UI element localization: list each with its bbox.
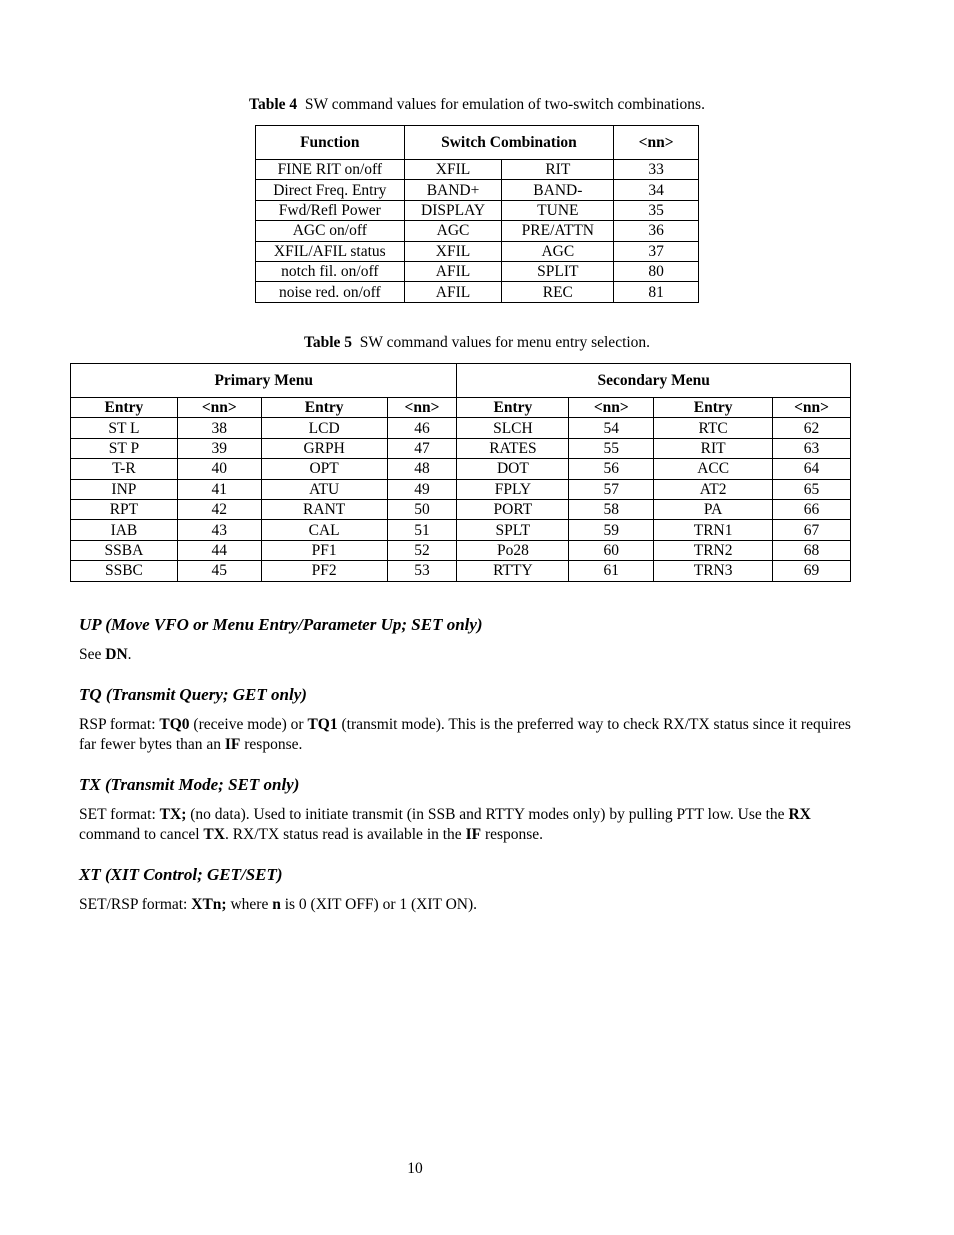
table-cell: 36 xyxy=(614,221,699,241)
table4-header-switch: Switch Combination xyxy=(404,126,614,160)
bold-text: TX xyxy=(203,826,225,843)
text: . xyxy=(127,646,132,663)
table-cell: REC xyxy=(502,282,614,302)
bold-text: RX xyxy=(788,806,811,823)
table5 xyxy=(70,363,851,582)
table-cell: 62 xyxy=(773,418,851,438)
table4-header-nn: <nn> xyxy=(614,126,699,160)
table-cell: 57 xyxy=(569,479,654,499)
table5-body xyxy=(71,418,851,581)
table-cell: 35 xyxy=(614,200,699,220)
table-cell: 56 xyxy=(569,459,654,479)
table-cell: 81 xyxy=(614,282,699,302)
section-tx xyxy=(79,775,869,845)
table-cell: RIT xyxy=(502,160,614,180)
table-cell: RTC xyxy=(654,418,773,438)
text: (transmit mode). This is the preferred way to check RX/TX status since it requires far fewer bytes than an xyxy=(79,716,851,753)
table-cell: 38 xyxy=(177,418,261,438)
table5-caption-text: SW command values for menu entry selection. xyxy=(359,334,651,351)
table-cell: 44 xyxy=(177,540,261,560)
table-row xyxy=(71,459,851,479)
table-cell: INP xyxy=(71,479,178,499)
table-cell: DOT xyxy=(457,459,569,479)
section-tx-heading: TX (Transmit Mode; SET only) xyxy=(79,775,300,794)
table-cell: SPLT xyxy=(457,520,569,540)
text: SET/RSP format: xyxy=(79,896,192,913)
bold-text: IF xyxy=(224,736,241,753)
bold-text: TQ0 xyxy=(159,716,190,733)
table5-column-header: Entry xyxy=(654,398,773,418)
table-row xyxy=(256,282,699,302)
table5-caption-label: Table 5 xyxy=(303,334,353,351)
table-cell: 43 xyxy=(177,520,261,540)
table-cell: AGC xyxy=(502,241,614,261)
section-up-heading: UP (Move VFO or Menu Entry/Parameter Up; SET only) xyxy=(79,615,483,634)
section-xt xyxy=(79,865,869,915)
page-number: 10 xyxy=(407,1160,423,1177)
table-cell: PORT xyxy=(457,499,569,519)
table-cell: AGC on/off xyxy=(256,221,405,241)
table5-column-header: <nn> xyxy=(387,398,457,418)
section-tq-body xyxy=(79,715,869,755)
table-cell: Direct Freq. Entry xyxy=(256,180,405,200)
table-cell: 65 xyxy=(773,479,851,499)
table-cell: Po28 xyxy=(457,540,569,560)
table-cell: ATU xyxy=(261,479,387,499)
table-cell: OPT xyxy=(261,459,387,479)
table-cell: 60 xyxy=(569,540,654,560)
table-cell: Fwd/Refl Power xyxy=(256,200,405,220)
table-cell: 37 xyxy=(614,241,699,261)
table-cell: AT2 xyxy=(654,479,773,499)
table-cell: RATES xyxy=(457,438,569,458)
table-row xyxy=(71,520,851,540)
table-cell: 52 xyxy=(387,540,457,560)
text: RSP format: xyxy=(79,716,160,733)
table-cell: RTTY xyxy=(457,561,569,581)
table-cell: ST L xyxy=(71,418,178,438)
table5-column-headers xyxy=(71,398,851,418)
table-cell: XFIL xyxy=(404,160,502,180)
table-row xyxy=(71,540,851,560)
table-cell: IAB xyxy=(71,520,178,540)
table-cell: BAND- xyxy=(502,180,614,200)
table-cell: 51 xyxy=(387,520,457,540)
table5-column-header: Entry xyxy=(71,398,178,418)
text: (receive mode) or xyxy=(189,716,308,733)
table-cell: TUNE xyxy=(502,200,614,220)
table-cell: XFIL/AFIL status xyxy=(256,241,405,261)
table-cell: 39 xyxy=(177,438,261,458)
table-row xyxy=(256,241,699,261)
text: SET format: xyxy=(79,806,160,823)
table-row xyxy=(256,261,699,281)
table-cell: 46 xyxy=(387,418,457,438)
table-cell: RANT xyxy=(261,499,387,519)
table5-column-header: <nn> xyxy=(773,398,851,418)
table5-column-header: <nn> xyxy=(569,398,654,418)
table-cell: 40 xyxy=(177,459,261,479)
table-cell: 64 xyxy=(773,459,851,479)
table-cell: PA xyxy=(654,499,773,519)
table-cell: 41 xyxy=(177,479,261,499)
table-cell: PF1 xyxy=(261,540,387,560)
table4-caption xyxy=(0,96,954,114)
table-cell: FPLY xyxy=(457,479,569,499)
table-cell: 42 xyxy=(177,499,261,519)
section-tq xyxy=(79,685,869,755)
table-cell: PRE/ATTN xyxy=(502,221,614,241)
section-up xyxy=(79,615,869,665)
table4 xyxy=(255,125,699,303)
table-cell: 45 xyxy=(177,561,261,581)
table-cell: PF2 xyxy=(261,561,387,581)
table-row xyxy=(256,160,699,180)
text: response. xyxy=(481,826,544,843)
table-cell: 49 xyxy=(387,479,457,499)
table-cell: 48 xyxy=(387,459,457,479)
table-row xyxy=(256,200,699,220)
section-xt-body xyxy=(79,895,869,915)
table-cell: 53 xyxy=(387,561,457,581)
table-cell: ST P xyxy=(71,438,178,458)
table-row xyxy=(256,221,699,241)
bold-text: XTn; xyxy=(191,896,227,913)
table-cell: SLCH xyxy=(457,418,569,438)
table-row xyxy=(71,479,851,499)
table-cell: 50 xyxy=(387,499,457,519)
table-cell: SSBC xyxy=(71,561,178,581)
table-cell: FINE RIT on/off xyxy=(256,160,405,180)
table-row xyxy=(71,418,851,438)
table-row xyxy=(71,438,851,458)
table-cell: 68 xyxy=(773,540,851,560)
text: . RX/TX status read is available in the xyxy=(224,826,466,843)
table-cell: 47 xyxy=(387,438,457,458)
table-row xyxy=(71,499,851,519)
table-cell: SPLIT xyxy=(502,261,614,281)
text: (no data). Used to initiate transmit (in SSB and RTTY modes only) by pulling PTT low. Use the xyxy=(186,806,789,823)
bold-text: n xyxy=(272,896,281,913)
table-cell: 34 xyxy=(614,180,699,200)
table5-primary-menu-header: Primary Menu xyxy=(71,364,457,398)
table-cell: 69 xyxy=(773,561,851,581)
table-cell: 54 xyxy=(569,418,654,438)
table-cell: 67 xyxy=(773,520,851,540)
table-row xyxy=(71,561,851,581)
table-cell: GRPH xyxy=(261,438,387,458)
text: where xyxy=(226,896,273,913)
table-cell: 58 xyxy=(569,499,654,519)
table-cell: 61 xyxy=(569,561,654,581)
table-cell: 33 xyxy=(614,160,699,180)
text: response. xyxy=(240,736,303,753)
table-cell: CAL xyxy=(261,520,387,540)
text: See xyxy=(79,646,106,663)
table-cell: RIT xyxy=(654,438,773,458)
table4-caption-text: SW command values for emulation of two-switch combinations. xyxy=(304,96,705,113)
table-cell: SSBA xyxy=(71,540,178,560)
table4-header-function: Function xyxy=(256,126,405,160)
section-tx-body xyxy=(79,805,869,845)
section-up-body xyxy=(79,645,869,665)
table5-column-header: Entry xyxy=(457,398,569,418)
table-cell: DISPLAY xyxy=(404,200,502,220)
text: is 0 (XIT OFF) or 1 (XIT ON). xyxy=(280,896,478,913)
table5-secondary-menu-header: Secondary Menu xyxy=(457,364,851,398)
table-cell: 55 xyxy=(569,438,654,458)
table5-column-header: Entry xyxy=(261,398,387,418)
bold-text: DN xyxy=(105,646,128,663)
bold-text: IF xyxy=(465,826,482,843)
table5-caption xyxy=(0,334,954,352)
table-cell: RPT xyxy=(71,499,178,519)
table-cell: AFIL xyxy=(404,261,502,281)
table4-body xyxy=(256,160,699,303)
bold-text: TX; xyxy=(159,806,187,823)
table5-column-header: <nn> xyxy=(177,398,261,418)
table-cell: 66 xyxy=(773,499,851,519)
section-xt-heading: XT (XIT Control; GET/SET) xyxy=(79,865,283,884)
bold-text: TQ1 xyxy=(307,716,338,733)
text: command to cancel xyxy=(79,826,204,843)
table-cell: LCD xyxy=(261,418,387,438)
table-cell: TRN1 xyxy=(654,520,773,540)
table-cell: T-R xyxy=(71,459,178,479)
table-cell: noise red. on/off xyxy=(256,282,405,302)
section-tq-heading: TQ (Transmit Query; GET only) xyxy=(79,685,307,704)
table-cell: BAND+ xyxy=(404,180,502,200)
table-cell: AFIL xyxy=(404,282,502,302)
table4-caption-label: Table 4 xyxy=(249,96,298,113)
table-cell: XFIL xyxy=(404,241,502,261)
table-cell: 80 xyxy=(614,261,699,281)
table-cell: 63 xyxy=(773,438,851,458)
table-cell: notch fil. on/off xyxy=(256,261,405,281)
table-row xyxy=(256,180,699,200)
table-cell: TRN2 xyxy=(654,540,773,560)
table-cell: 59 xyxy=(569,520,654,540)
table-cell: ACC xyxy=(654,459,773,479)
table-cell: AGC xyxy=(404,221,502,241)
table-cell: TRN3 xyxy=(654,561,773,581)
